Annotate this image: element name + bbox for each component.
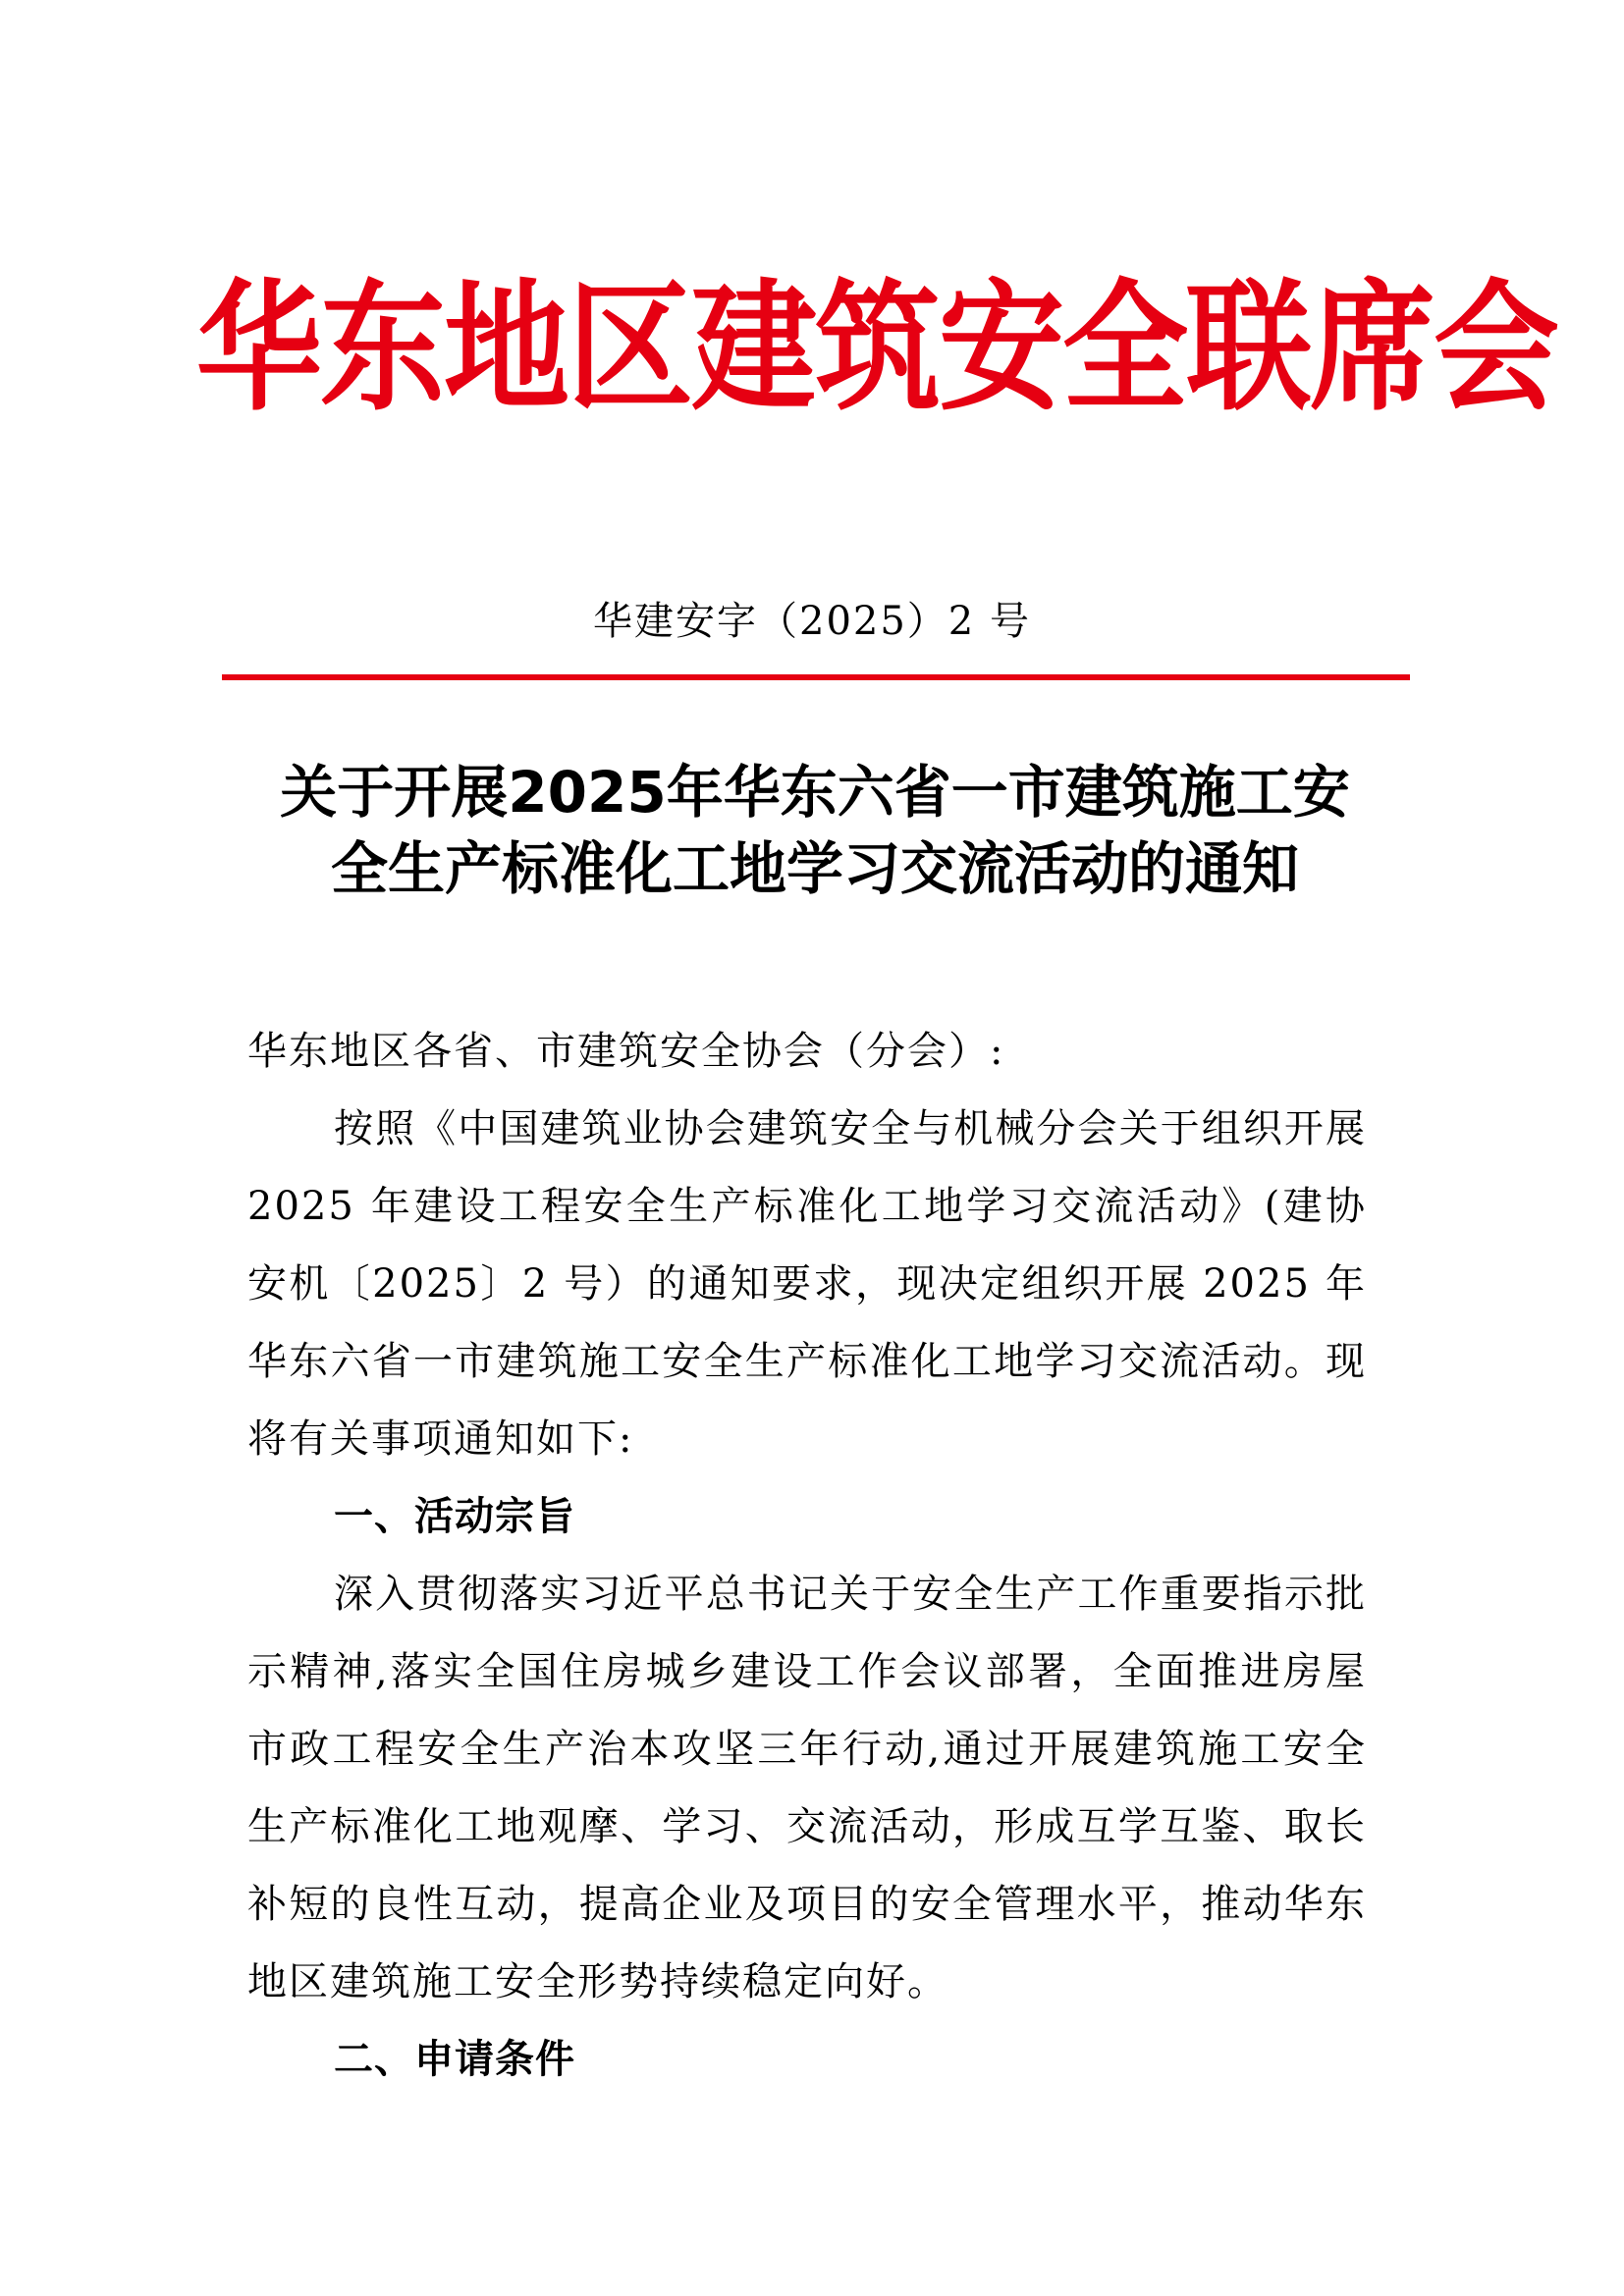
- document-number: 华建安字（2025）2 号: [593, 599, 1031, 644]
- section-1-heading: 一、活动宗旨: [334, 1494, 575, 1539]
- red-divider-line: [222, 674, 1410, 680]
- document-body: [247, 1013, 1367, 2099]
- section-2-heading: 二、申请条件: [334, 2037, 575, 2082]
- section-1-paragraph: 深入贯彻落实习近平总书记关于安全生产工作重要指示批示精神,落实全国住房城乡建设工作会议部署，全面推进房屋市政工程安全生产治本攻坚三年行动,通过开展建筑施工安全生产标准化工地观摩、学习、交流活动，形成互学互鉴、取长补短的良性互动，提高企业及项目的安全管理水平，推动华东地区建筑施工安全形势持续稳定向好。: [247, 1572, 1367, 2004]
- intro-paragraph: 按照《中国建筑业协会建筑安全与机械分会关于组织开展 2025 年建设工程安全生产标准化工地学习交流活动》(建协安机〔2025〕2 号）的通知要求，现决定组织开展 2025 年华东六省一市建筑施工安全生产标准化工地学习交流活动。现将有关事项通知如下:: [247, 1106, 1367, 1462]
- salutation: 华东地区各省、市建筑安全协会（分会）:: [247, 1029, 1005, 1074]
- masthead-org-name: 华东地区建筑安全联席会: [196, 266, 1558, 431]
- document-title-line-1: 关于开展2025年华东六省一市建筑施工安: [280, 759, 1350, 826]
- document-title: [236, 754, 1394, 907]
- document-title-line-2: 全生产标准化工地学习交流活动的通知: [330, 835, 1299, 902]
